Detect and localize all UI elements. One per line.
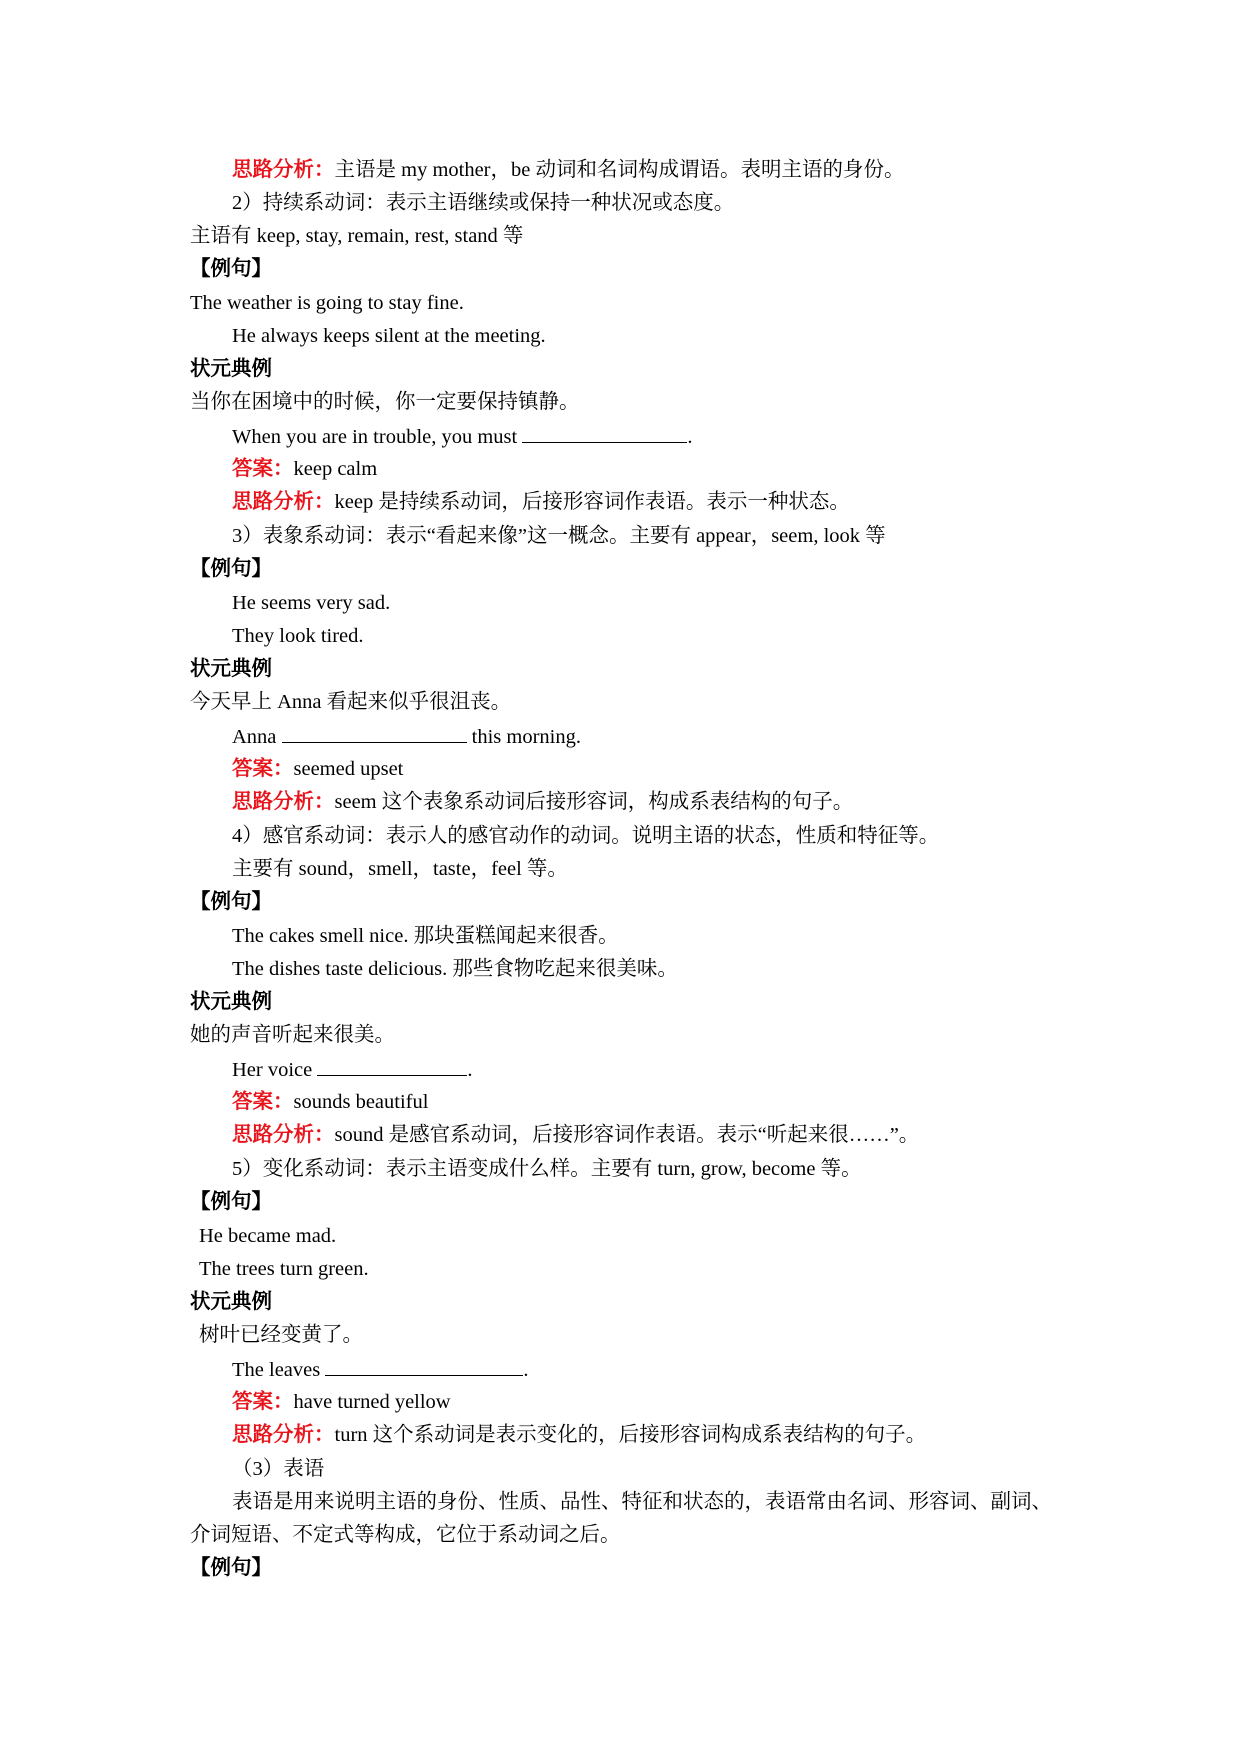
text-line <box>232 455 377 483</box>
body-text: The trees turn green. <box>199 1258 369 1280</box>
text-line <box>232 1055 473 1084</box>
text-line <box>190 222 523 250</box>
text-line <box>232 589 390 617</box>
text-line <box>232 1488 1052 1516</box>
text-line <box>232 922 619 950</box>
text-line <box>232 522 886 550</box>
body-text: 3）表象系动词：表示“看起来像”这一概念。主要有 appear，seem, look 等 <box>232 525 886 547</box>
body-text: sounds beautiful <box>293 1091 429 1113</box>
answer-blank <box>325 1355 523 1376</box>
text-line <box>232 156 905 184</box>
text-line <box>232 1088 428 1116</box>
body-text: 表语是用来说明主语的身份、性质、品性、特征和状态的，表语常由名词、形容词、副词、 <box>232 1491 1052 1513</box>
text-line <box>190 655 272 683</box>
text-line <box>190 355 272 383</box>
label-text: 答案： <box>232 1091 294 1113</box>
body-text: 今天早上 Anna 看起来似乎很沮丧。 <box>190 691 512 713</box>
body-text: 树叶已经变黄了。 <box>199 1324 363 1346</box>
label-text: 思路分析： <box>232 791 335 813</box>
text-line <box>190 1521 621 1549</box>
text-line <box>190 1288 272 1316</box>
body-text: He became mad. <box>199 1225 337 1247</box>
body-text: seem 这个表象系动词后接形容词，构成系表结构的句子。 <box>334 791 854 813</box>
text-line <box>232 422 692 451</box>
body-text: seemed upset <box>293 758 404 780</box>
text-line <box>232 622 364 650</box>
body-text: 4）感官系动词：表示人的感官动作的动词。说明主语的状态，性质和特征等。 <box>232 825 940 847</box>
body-text: this morning. <box>466 726 581 748</box>
label-text: 思路分析： <box>232 491 335 513</box>
label-text: 答案： <box>232 1391 294 1413</box>
body-text: The dishes taste delicious. 那些食物吃起来很美味。 <box>232 958 678 980</box>
text-line <box>232 1421 926 1449</box>
body-text: The cakes smell nice. 那块蛋糕闻起来很香。 <box>232 925 619 947</box>
label-text: 答案： <box>232 458 294 480</box>
text-line <box>190 1554 272 1582</box>
body-text: . <box>687 426 693 448</box>
text-line <box>190 255 272 283</box>
body-text: （3）表语 <box>232 1458 325 1480</box>
text-line <box>199 1321 363 1349</box>
answer-blank <box>522 422 687 443</box>
text-line <box>232 855 568 883</box>
label-text: 答案： <box>232 758 294 780</box>
heading-text: 【例句】 <box>190 558 272 580</box>
text-line <box>232 189 734 217</box>
text-line <box>232 1155 862 1183</box>
body-text: keep calm <box>293 458 378 480</box>
heading-text: 【例句】 <box>190 1191 272 1213</box>
text-line <box>190 888 272 916</box>
text-line <box>232 322 546 350</box>
text-line <box>232 722 581 751</box>
label-text: 思路分析： <box>232 1424 335 1446</box>
body-text: turn 这个系动词是表示变化的，后接形容词构成系表结构的句子。 <box>334 1424 927 1446</box>
body-text: He seems very sad. <box>232 592 391 614</box>
body-text: 她的声音听起来很美。 <box>190 1024 395 1046</box>
text-line <box>232 488 850 516</box>
heading-text: 【例句】 <box>190 891 272 913</box>
body-text: 主要有 sound，smell，taste，feel 等。 <box>232 858 568 880</box>
heading-text: 状元典例 <box>190 658 272 680</box>
text-line <box>232 822 939 850</box>
body-text: Anna <box>232 726 282 748</box>
text-line <box>232 1455 324 1483</box>
text-line <box>190 1188 272 1216</box>
text-line <box>232 788 853 816</box>
text-line <box>190 388 580 416</box>
answer-blank <box>317 1055 467 1076</box>
body-text: He always keeps silent at the meeting. <box>232 325 546 347</box>
body-text: have turned yellow <box>293 1391 451 1413</box>
heading-text: 【例句】 <box>190 258 272 280</box>
label-text: 思路分析： <box>232 159 335 181</box>
body-text: 2）持续系动词：表示主语继续或保持一种状况或态度。 <box>232 192 735 214</box>
body-text: . <box>467 1059 473 1081</box>
heading-text: 状元典例 <box>190 358 272 380</box>
body-text: The leaves <box>232 1359 326 1381</box>
body-text: 5）变化系动词：表示主语变成什么样。主要有 turn, grow, become 等。 <box>232 1158 862 1180</box>
body-text: keep 是持续系动词，后接形容词作表语。表示一种状态。 <box>334 491 850 513</box>
body-text: 主语有 keep, stay, remain, rest, stand 等 <box>190 225 524 247</box>
heading-text: 状元典例 <box>190 991 272 1013</box>
heading-text: 状元典例 <box>190 1291 272 1313</box>
body-text: 介词短语、不定式等构成，它位于系动词之后。 <box>190 1524 621 1546</box>
heading-text: 【例句】 <box>190 1557 272 1579</box>
body-text: . <box>523 1359 529 1381</box>
text-line <box>190 988 272 1016</box>
text-line <box>190 289 464 317</box>
body-text: The weather is going to stay fine. <box>190 292 464 314</box>
text-line <box>199 1222 336 1250</box>
text-line <box>232 955 678 983</box>
text-line <box>190 688 511 716</box>
text-line <box>190 1021 395 1049</box>
body-text: 主语是 my mother，be 动词和名词构成谓语。表明主语的身份。 <box>334 159 905 181</box>
text-line <box>232 1355 528 1384</box>
body-text: 当你在困境中的时候，你一定要保持镇静。 <box>190 391 580 413</box>
body-text: They look tired. <box>232 625 364 647</box>
answer-blank <box>282 722 467 743</box>
body-text: sound 是感官系动词，后接形容词作表语。表示“听起来很……”。 <box>334 1124 920 1146</box>
body-text: Her voice <box>232 1059 318 1081</box>
text-line <box>232 1121 919 1149</box>
text-line <box>232 1388 451 1416</box>
label-text: 思路分析： <box>232 1124 335 1146</box>
body-text: When you are in trouble, you must <box>232 426 523 448</box>
text-line <box>190 555 272 583</box>
text-line <box>199 1255 369 1283</box>
text-line <box>232 755 403 783</box>
